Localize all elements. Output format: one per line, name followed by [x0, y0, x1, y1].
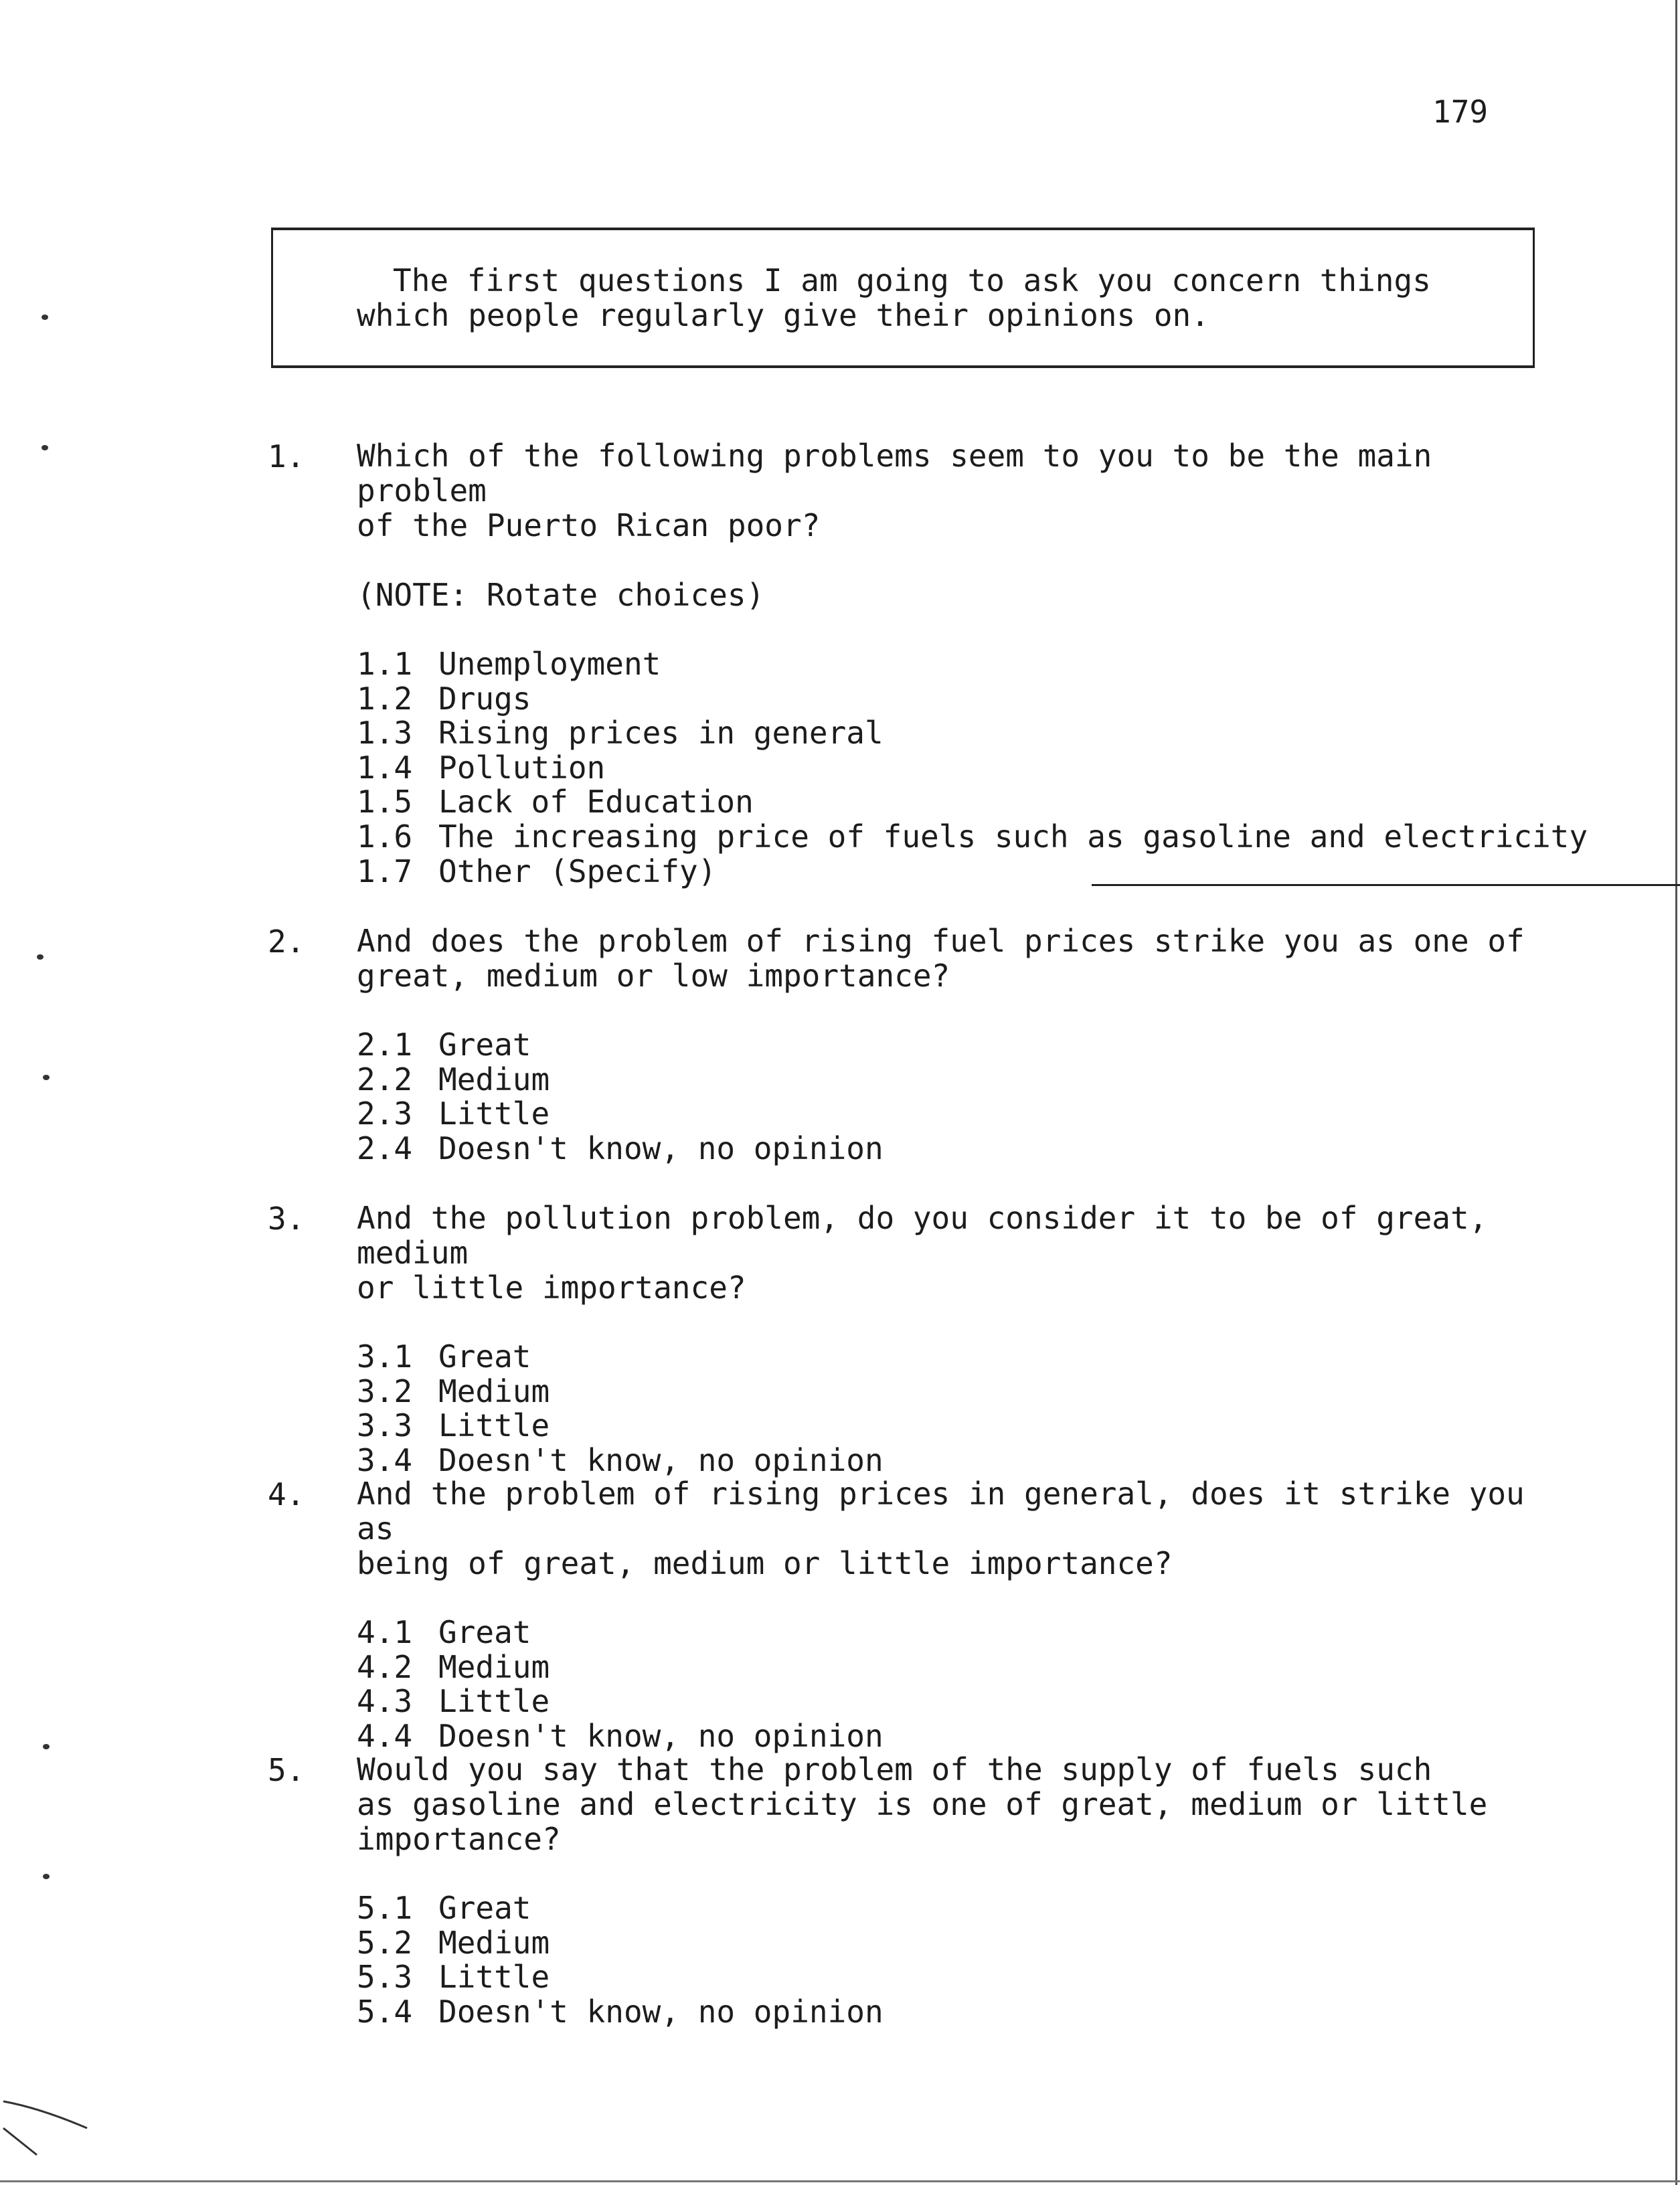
option-code: 1.4 — [357, 749, 413, 786]
option-label: Great — [438, 1890, 531, 1926]
question-number: 4. — [268, 1476, 305, 1512]
option-code: 2.4 — [357, 1130, 413, 1166]
option-code: 3.4 — [357, 1441, 413, 1478]
option-label: Little — [438, 1096, 550, 1132]
corner-scribble — [0, 2088, 94, 2168]
option-label: Medium — [438, 1373, 550, 1409]
option-item — [357, 1995, 1560, 2030]
option-item — [357, 682, 1560, 717]
option-item — [357, 1960, 1560, 1995]
question-2 — [268, 924, 1560, 1166]
question-text: And does the problem of rising fuel prices strike you as one of great, medium or low importance? — [357, 923, 1525, 994]
option-label: The increasing price of fuels such as gasoline and electricity — [438, 818, 1588, 855]
option-item — [357, 855, 1560, 889]
option-item — [357, 1063, 1560, 1098]
option-label: Unemployment — [438, 646, 661, 682]
question-number: 1. — [268, 438, 305, 474]
option-label: Doesn't know, no opinion — [438, 1441, 884, 1478]
margin-mark — [43, 1874, 50, 1879]
option-label: Little — [438, 1959, 550, 1996]
option-item — [357, 1097, 1560, 1132]
option-label: Great — [438, 1614, 531, 1650]
option-code: 2.2 — [357, 1061, 413, 1098]
margin-mark — [37, 954, 44, 960]
option-label: Great — [438, 1338, 531, 1375]
option-code: 5.4 — [357, 1993, 413, 2030]
option-label: Medium — [438, 1061, 550, 1098]
margin-mark — [41, 445, 48, 450]
option-code: 3.2 — [357, 1373, 413, 1409]
option-list — [357, 1615, 1560, 1753]
option-label: Pollution — [438, 749, 606, 786]
option-item — [357, 1409, 1560, 1444]
option-code: 1.2 — [357, 680, 413, 717]
option-item — [357, 1340, 1560, 1375]
option-label: Doesn't know, no opinion — [438, 1993, 884, 2030]
option-code: 1.6 — [357, 818, 413, 855]
option-label: Doesn't know, no opinion — [438, 1130, 884, 1166]
question-number: 3. — [268, 1201, 305, 1237]
option-item — [357, 716, 1560, 751]
option-list — [357, 646, 1588, 889]
question-note: (NOTE: Rotate choices) — [357, 577, 765, 613]
option-code: 5.3 — [357, 1959, 413, 1996]
option-code: 5.2 — [357, 1924, 413, 1961]
option-item — [357, 1375, 1560, 1409]
option-list — [357, 1891, 1560, 2029]
option-label: Great — [438, 1027, 531, 1063]
specify-blank-line — [1092, 884, 1680, 886]
option-item — [357, 818, 1588, 855]
option-code: 4.1 — [357, 1614, 413, 1650]
page-number: 179 — [1432, 94, 1489, 130]
option-item — [357, 1891, 1560, 1926]
option-item — [357, 647, 1560, 682]
question-number: 2. — [268, 924, 305, 960]
option-item — [357, 1441, 1560, 1478]
option-label: Other (Specify) — [438, 853, 717, 889]
option-list — [357, 1028, 1560, 1166]
option-label: Medium — [438, 1924, 550, 1961]
option-code: 1.3 — [357, 715, 413, 752]
option-item — [357, 1719, 1560, 1754]
option-code: 3.3 — [357, 1407, 413, 1444]
question-text: Which of the following problems seem to you to be the main problem of the Puerto Rican poor? — [357, 438, 1432, 543]
option-label: Little — [438, 1407, 550, 1444]
option-item — [357, 1132, 1560, 1166]
question-number: 5. — [268, 1752, 305, 1788]
option-code: 4.3 — [357, 1683, 413, 1720]
option-item — [357, 1650, 1560, 1685]
option-item — [357, 785, 1560, 820]
intro-line-1: The first questions I am going to ask you concern things — [393, 262, 1431, 298]
option-code: 4.4 — [357, 1717, 413, 1754]
option-code: 2.3 — [357, 1096, 413, 1132]
question-5 — [268, 1752, 1560, 2029]
question-text: And the pollution problem, do you consider it to be of great, medium or little importance? — [357, 1200, 1488, 1306]
option-code: 2.1 — [357, 1027, 413, 1063]
option-label: Little — [438, 1683, 550, 1720]
margin-mark — [43, 1075, 50, 1080]
option-code: 1.7 — [357, 853, 413, 889]
option-item — [357, 1615, 1560, 1650]
option-code: 4.2 — [357, 1648, 413, 1685]
question-4 — [268, 1476, 1560, 1753]
option-code: 3.1 — [357, 1338, 413, 1375]
option-label: Doesn't know, no opinion — [438, 1717, 884, 1754]
option-code: 1.1 — [357, 646, 413, 682]
question-text: Would you say that the problem of the supply of fuels such as gasoline and electricity is one of great, medium or little importance? — [357, 1751, 1488, 1857]
margin-mark — [43, 1744, 50, 1749]
page-bottom-edge — [0, 2180, 1680, 2182]
option-label: Drugs — [438, 680, 531, 717]
option-label: Lack of Education — [438, 784, 754, 820]
option-item — [357, 1028, 1560, 1063]
intro-line-2: which people regularly give their opinions on. — [357, 297, 1209, 333]
option-code: 1.5 — [357, 784, 413, 820]
margin-mark — [41, 315, 48, 320]
option-item — [357, 751, 1560, 786]
option-code: 5.1 — [357, 1890, 413, 1926]
question-1 — [268, 438, 1588, 889]
question-3 — [268, 1201, 1560, 1478]
page-right-edge — [1675, 0, 1677, 2185]
option-label: Rising prices in general — [438, 715, 884, 752]
question-text: And the problem of rising prices in general, does it strike you as being of great, medium or little importance? — [357, 1476, 1525, 1581]
option-list — [357, 1340, 1560, 1478]
option-item — [357, 1926, 1560, 1961]
option-item — [357, 1684, 1560, 1719]
option-label: Medium — [438, 1648, 550, 1685]
